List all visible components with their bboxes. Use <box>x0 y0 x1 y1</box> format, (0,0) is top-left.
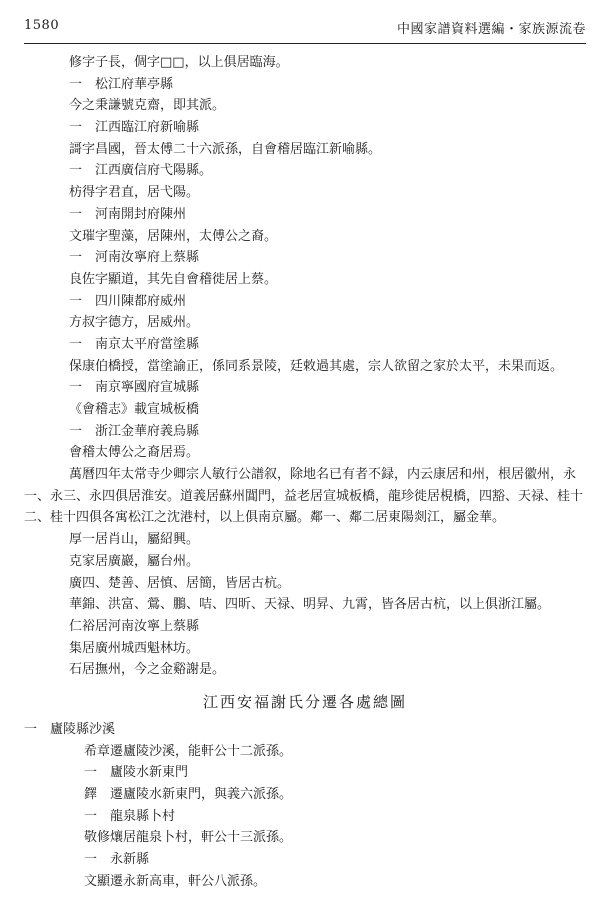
text-line: 仁裕居河南汝寧上蔡縣 <box>69 618 200 634</box>
place-heading: 一 河南開封府陳州 <box>69 206 187 222</box>
text-line: 修字子長，倜字□□，以上俱居臨海。 <box>69 55 289 70</box>
book-title: 中國家譜資料選編・家族源流卷 <box>396 22 586 37</box>
text-line: 希章遷廬陵沙溪，能軒公十二派孫。 <box>84 743 293 759</box>
place-heading: 一 廬陵水新東門 <box>84 765 189 781</box>
text-line: 文顯遷永新高車，軒公八派孫。 <box>84 873 267 889</box>
place-heading: 一 江西廣信府弋陽縣。 <box>69 163 213 179</box>
place-heading: 一 江西臨江府新喻縣 <box>69 120 200 136</box>
text-line: 厚一居肖山，屬紹興。 <box>69 532 200 548</box>
header-rule <box>24 43 586 44</box>
place-heading: 一 龍泉縣卜村 <box>84 808 176 824</box>
place-heading: 一 廬陵縣沙溪 <box>24 721 116 737</box>
place-heading: 一 浙江金華府義烏縣 <box>69 423 200 439</box>
place-heading: 一 南京太平府當塗縣 <box>69 336 200 352</box>
page-number: 1580 <box>24 18 60 33</box>
text-line: 石居撫州，今之金谿謝是。 <box>69 662 226 678</box>
place-heading: 一 河南汝寧府上蔡縣 <box>69 250 200 266</box>
text-line: 克家居廣巖，屬台州。 <box>69 553 200 569</box>
text-line: 《會稽志》載宣城板橋 <box>69 402 200 417</box>
page-body <box>24 52 586 892</box>
text-line: 今之秉謙號克齋，即其派。 <box>69 98 226 114</box>
place-heading: 一 永新縣 <box>84 852 150 868</box>
text-line: 二、桂十四俱各寓松江之沈港村，以上俱南京屬。鄰一、鄰二居東陽剡江，屬金華。 <box>24 510 506 526</box>
text-line: 鐸 遷廬陵水新東門，與義六派孫。 <box>84 787 293 802</box>
text-line: 枋得字君直，居弋陽。 <box>69 185 200 201</box>
text-line: 一、永三、永四俱居淮安。道義居蘇州閶門，益老居宣城板橋，龍珍徙居梘橋，四豁、天禄、桂十 <box>24 488 584 504</box>
place-heading: 一 四川陳都府威州 <box>69 293 187 309</box>
text-line: 萬曆四年太常寺少卿宗人敏行公譜叙，除地名已有者不録，内云康居和州，根居徽州，永 <box>69 467 577 483</box>
text-line: 文璀字聖藻，居陳州，太傅公之裔。 <box>69 228 278 244</box>
text-line: 敬修爙居龍泉卜村，軒公十三派孫。 <box>84 830 293 846</box>
text-line: 方叔字德方，居威州。 <box>69 315 200 331</box>
text-line: 會稽太傅公之裔居焉。 <box>69 445 200 461</box>
text-line: 華錦、洪富、鶯、鵬、咭、四昕、天禄、明昇、九霄，皆各居古杭，以上俱浙江屬。 <box>69 597 551 613</box>
text-line: 謌字昌國，晉太傅二十六派孫，自會稽居臨江新喻縣。 <box>69 141 382 157</box>
place-heading: 一 松江府華亭縣 <box>69 76 174 92</box>
page-header <box>24 18 586 40</box>
text-line: 良佐字顯道，其先自會稽徙居上蔡。 <box>69 271 278 287</box>
place-heading: 一 南京寧國府宣城縣 <box>69 380 200 396</box>
section-title: 江西安福謝氏分遷各處總圖 <box>202 692 407 711</box>
text-line: 保康伯橋授，當塗諭正，係同系景陵，廷敕過其處，宗人欲留之家於太平，未果而返。 <box>69 358 564 374</box>
text-line: 集居廣州城西魁林坊。 <box>69 640 200 656</box>
text-line: 廣四、楚善、居慎、居簡，皆居古杭。 <box>69 575 291 591</box>
